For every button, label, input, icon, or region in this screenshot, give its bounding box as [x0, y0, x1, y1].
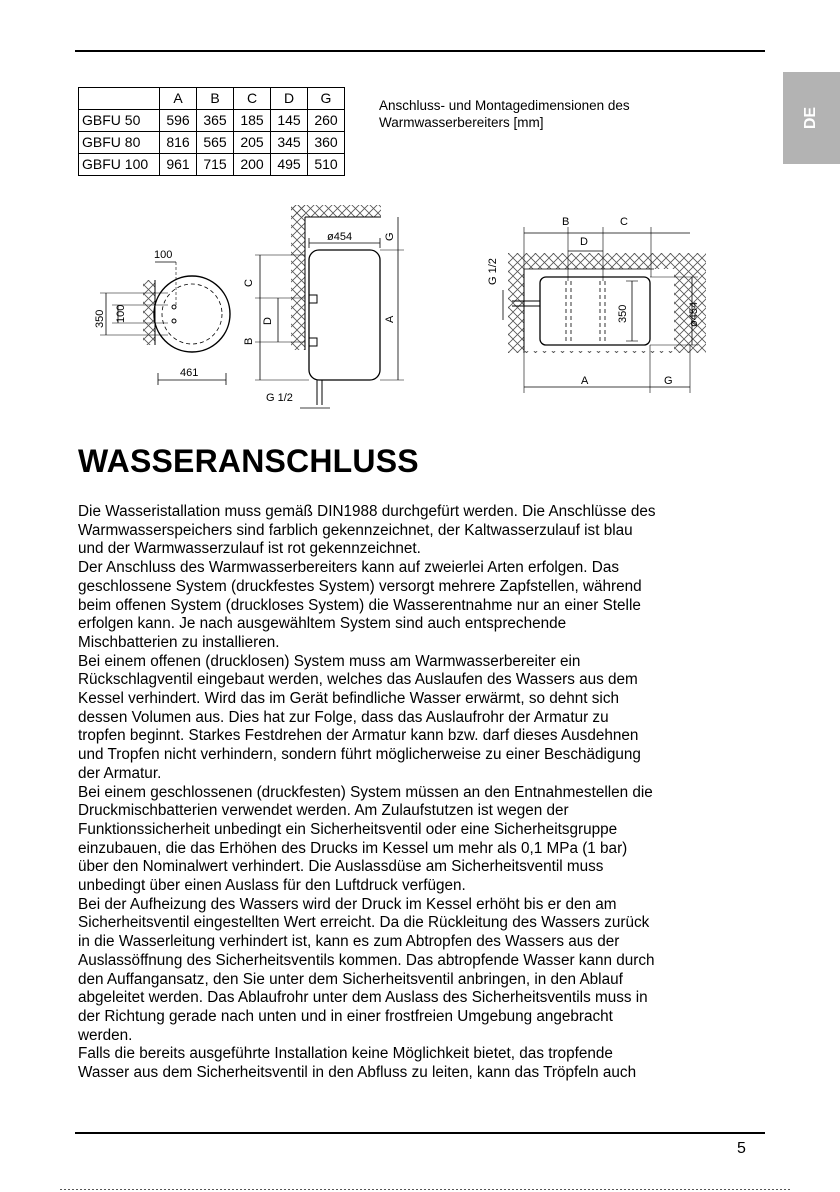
table-cell: 961 — [160, 154, 197, 176]
section-heading: WASSERANSCHLUSS — [78, 443, 419, 479]
table-cell: 205 — [234, 132, 271, 154]
body-line: den Auffangansatz, den Sie unter dem Sicherheitsventil anbringen, in den Ablauf — [78, 970, 623, 988]
dim-label-d: D — [262, 317, 274, 325]
body-line: Warmwasserspeichers sind farblich gekennzeichnet, der Kaltwasserzulauf ist blau — [78, 521, 633, 539]
dim-label-h-c: C — [620, 216, 628, 228]
body-line: Die Wasseristallation muss gemäß DIN1988 durchgefürt werden. Die Anschlüsse des — [78, 503, 656, 520]
caption-line: Warmwasserbereiters [mm] — [379, 115, 544, 130]
table-cell: 365 — [197, 110, 234, 132]
body-line: werden. — [78, 1026, 133, 1044]
dim-label-b: B — [243, 337, 255, 345]
body-line: erfolgen kann. Je nach ausgewähltem System sind auch entsprechende — [78, 615, 567, 633]
dim-label-g: G — [384, 232, 396, 241]
dim-label-h-g-half: G 1/2 — [487, 258, 499, 285]
table-row — [79, 154, 345, 176]
body-line: und Tropfen nicht verhindern, sondern führt möglicherweise zu einer Beschädigung — [78, 746, 641, 764]
dim-label-h-diameter: ø454 — [688, 301, 700, 327]
body-line: unbedingt über einen Auslass für den Luftdruck verfügen. — [78, 877, 466, 895]
footer-rule — [75, 1132, 765, 1134]
page-number: 5 — [737, 1140, 746, 1157]
table-header-cell: B — [197, 88, 234, 110]
table-cell: 510 — [308, 154, 345, 176]
body-line: einzubauen, die das Erhöhen des Drucks im Kessel um mehr als 0,1 MPa (1 bar) — [78, 839, 628, 857]
body-line: Druckmischbatterien verwendet werden. Am Zulaufstutzen ist wegen der — [78, 802, 569, 820]
table-header-cell: G — [308, 88, 345, 110]
top-rule — [75, 50, 765, 52]
body-line: Kessel verhindert. Wird das im Gerät befindliche Wasser erwärmt, so dehnt sich — [78, 690, 619, 708]
body-line: der Richtung gerade nach unten und in einer frostfreien Umgebung angebracht — [78, 1007, 613, 1025]
table-row — [79, 132, 345, 154]
table-header-cell: C — [234, 88, 271, 110]
dim-label-100-top: 100 — [154, 249, 173, 261]
table-header-cell: D — [271, 88, 308, 110]
horizontal-view-drawing — [487, 216, 706, 393]
body-line: Funktionssicherheit unbedingt ein Sicherheitsventil oder eine Sicherheitsgruppe — [78, 820, 618, 838]
table-cell: 816 — [160, 132, 197, 154]
table-cell: 596 — [160, 110, 197, 132]
table-header-cell — [79, 88, 160, 110]
body-line: in die Wasserleitung verhindert ist, kann es zum Abtropfen des Wassers aus der — [78, 933, 620, 951]
body-line: Rückschlagventil eingebaut werden, welches das Auslaufen des Wassers aus dem — [78, 671, 638, 689]
dim-label-h-d: D — [580, 236, 588, 248]
body-line: Falls die bereits ausgeführte Installation keine Möglichkeit bietet, das tropfende — [78, 1045, 613, 1063]
body-line: der Armatur. — [78, 764, 162, 782]
dim-label-350: 350 — [94, 309, 106, 328]
table-cell: 565 — [197, 132, 234, 154]
table-cell: 185 — [234, 110, 271, 132]
top-view-drawing — [94, 249, 230, 385]
dim-label-a: A — [384, 315, 396, 323]
caption-line: Anschluss- und Montagedimensionen des — [379, 98, 630, 113]
language-tab — [783, 72, 840, 164]
table-cell: 495 — [271, 154, 308, 176]
figure-caption — [379, 97, 709, 131]
table-row — [79, 110, 345, 132]
dim-label-diameter: ø454 — [327, 231, 353, 243]
body-line: abgeleitet werden. Das Ablaufrohr unter dem Auslass des Sicherheitsventils muss in — [78, 989, 648, 1007]
table-cell-model: GBFU 100 — [79, 154, 160, 176]
table-cell: 715 — [197, 154, 234, 176]
table-cell-model: GBFU 50 — [79, 110, 160, 132]
table-cell: 200 — [234, 154, 271, 176]
dim-label-h-g: G — [664, 375, 673, 387]
dim-label-h-b: B — [562, 216, 570, 228]
body-line: dessen Volumen aus. Dies hat zur Folge, dass das Auslaufrohr der Armatur zu — [78, 708, 609, 726]
language-tab-label: DE — [802, 106, 820, 130]
body-line: Auslassöffnung des Sicherheitsventils kommen. Das abtropfende Wasser kann durch — [78, 951, 655, 969]
dimension-drawings — [0, 195, 840, 420]
body-line: Mischbatterien zu installieren. — [78, 633, 280, 651]
table-cell: 260 — [308, 110, 345, 132]
dim-label-g-half: G 1/2 — [266, 392, 293, 404]
table-cell-model: GBFU 80 — [79, 132, 160, 154]
dim-label-c: C — [243, 279, 255, 287]
table-header-row — [79, 88, 345, 110]
body-line: und der Warmwasserzulauf ist rot gekennzeichnet. — [78, 540, 421, 558]
dim-label-h-a: A — [581, 375, 589, 387]
body-text — [78, 503, 768, 1083]
body-line: Sicherheitsventil eingestellten Wert erreicht. Da die Rückleitung des Wassers zurück — [78, 914, 650, 932]
body-line: Wasser aus dem Sicherheitsventil in den Abfluss zu leiten, kann das Tröpfeln auch — [78, 1064, 637, 1082]
body-line: Bei der Aufheizung des Wassers wird der Druck im Kessel erhöht bis er den am — [78, 895, 617, 913]
body-line: über den Nominalwert verhindert. Die Auslassdüse am Sicherheitsventil muss — [78, 858, 604, 876]
page-edge-rule — [60, 1189, 790, 1190]
table-header-cell: A — [160, 88, 197, 110]
body-line: geschlossene System (druckfestes System) versorgt mehrere Zapfstellen, während — [78, 577, 642, 595]
body-line: Bei einem geschlossenen (druckfesten) System müssen an den Entnahmestellen die — [78, 783, 653, 801]
dimensions-table — [78, 87, 345, 176]
table-cell: 345 — [271, 132, 308, 154]
body-line: Bei einem offenen (drucklosen) System muss am Warmwasserbereiter ein — [78, 652, 581, 670]
body-line: beim offenen System (druckloses System) die Wasserentnahme nur an einer Stelle — [78, 596, 641, 614]
dim-label-h-350: 350 — [617, 304, 629, 323]
table-cell: 145 — [271, 110, 308, 132]
body-line: tropfen beginnt. Starkes Festdrehen der Armatur kann bzw. darf dieses Ausdehnen — [78, 727, 639, 745]
body-line: Der Anschluss des Warmwasserbereiters kann auf zweierlei Arten erfolgen. Das — [78, 559, 620, 577]
dim-label-100-side: 100 — [115, 304, 127, 323]
vertical-view-drawing — [243, 205, 404, 408]
dim-label-461: 461 — [180, 367, 199, 379]
table-cell: 360 — [308, 132, 345, 154]
